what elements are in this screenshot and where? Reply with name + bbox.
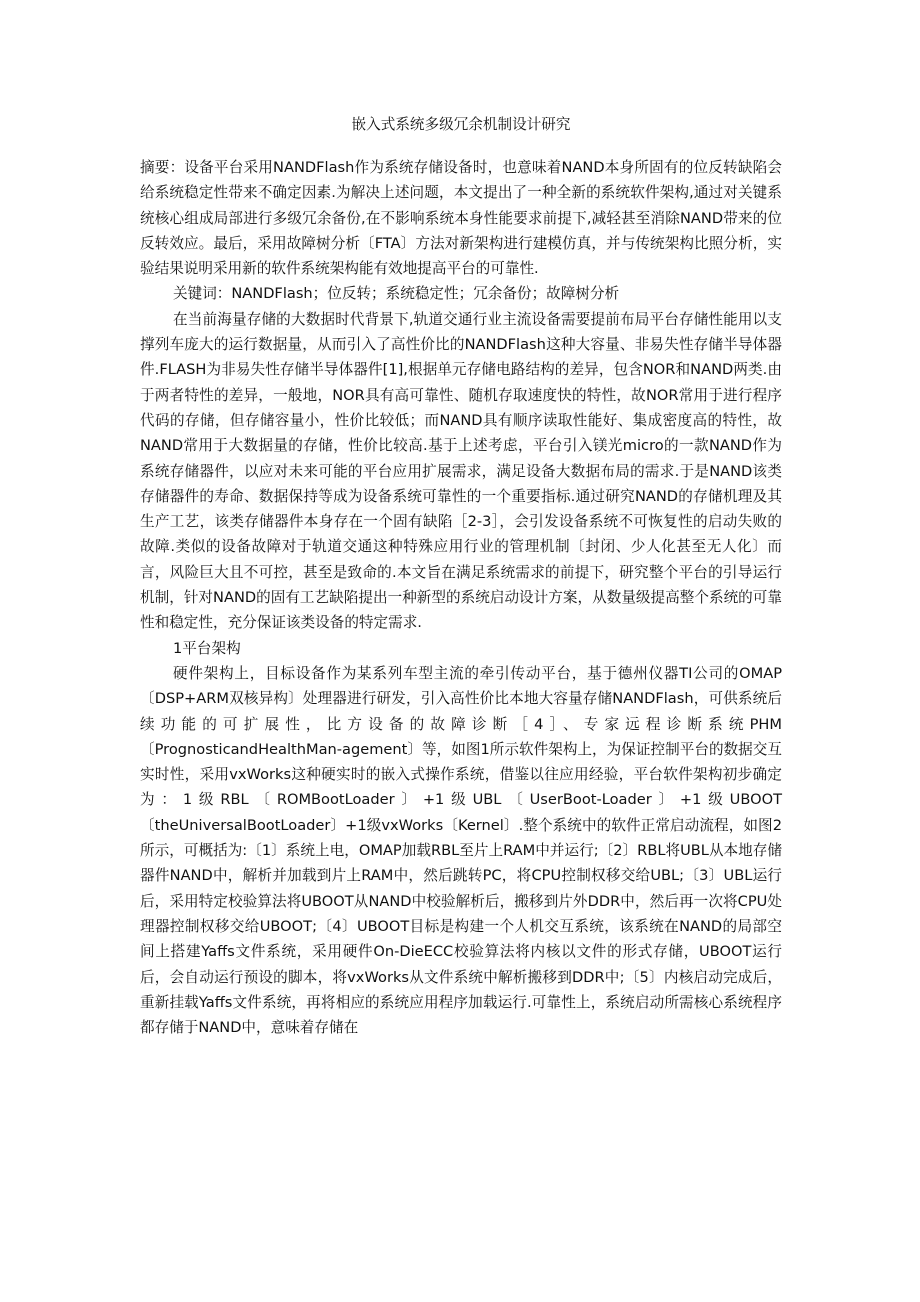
document-title: 嵌入式系统多级冗余机制设计研究 xyxy=(351,116,571,133)
keywords-line: 关键词：NANDFlash；位反转；系统稳定性；冗余备份；故障树分析 xyxy=(173,285,620,303)
section-heading-platform: 1平台架构 xyxy=(173,639,241,657)
document-page xyxy=(140,112,782,1040)
intro-paragraph: 在当前海量存储的大数据时代背景下,轨道交通行业主流设备需要提前布局平台存储性能用以支撑列车庞大的运行数据量，从而引入了高性价比的NANDFlash这种大容量、非易失性存储半导体器件.FLASH为非易失性存储半导体器件[1],根据单元存储电路结构的差异，包含NOR和NAND两类.由于两者特性的差异，一般地，NOR具有高可靠性、随机存取速度快的特性，故NOR常用于进行程序代码的存储，但存储容量小，性价比较低；而NAND具有顺序读取性能好、集成密度高的特性，故NAND常用于大数据量的存储，性价比较高.基于上述考虑，平台引入镁光micro的一款NAND作为系统存储器件，以应对未来可能的平台应用扩展需求，满足设备大数据布局的需求.于是NAND该类存储器件的寿命、数据保持等成为设备系统可靠性的一个重要指标.通过研究NAND的存储机理及其生产工艺，该类存储器件本身存在一个固有缺陷［2-3］，会引发设备系统不可恢复性的启动失败的故障.类似的设备故障对于轨道交通这种特殊应用行业的管理机制〔封闭、少人化甚至无人化〕而言，风险巨大且不可控，甚至是致命的.本文旨在满足系统需求的前提下，研究整个平台的引导运行机制，针对NAND的固有工艺缺陷提出一种新型的系统启动设计方案，从数量级提高整个系统的可靠性和稳定性，充分保证该类设备的特定需求. xyxy=(140,310,782,632)
section-body-platform: 硬件架构上，目标设备作为某系列车型主流的牵引传动平台，基于德州仪器TI公司的OMAP〔DSP+ARM双核异构〕处理器进行研发，引入高性价比本地大容量存储NANDFlash，可供系统后续功能的可扩展性，比方设备的故障诊断［4］、专家远程诊断系统PHM〔PrognosticandHealthMan-agement〕等，如图1所示软件架构上，为保证控制平台的数据交互实时性，采用vxWorks这种硬实时的嵌入式操作系统，借鉴以往应用经验，平台软件架构初步确定为：1级RBL〔ROMBootLoader〕+1级UBL〔UserBoot-Loader〕+1级UBOOT〔theUniversalBootLoader〕+1级vxWorks〔Kernel〕.整个系统中的软件正常启动流程，如图2所示，可概括为:〔1〕系统上电，OMAP加载RBL至片上RAM中并运行;〔2〕RBL将UBL从本地存储器件NAND中，解析并加载到片上RAM中，然后跳转PC，将CPU控制权移交给UBL;〔3〕UBL运行后，采用特定校验算法将UBOOT从NAND中校验解析后，搬移到片外DDR中，然后再一次将CPU处理器控制权移交给UBOOT;〔4〕UBOOT目标是构建一个人机交互系统，该系统在NAND的局部空间上搭建Yaffs文件系统，采用硬件On-DieECC校验算法将内核以文件的形式存储，UBOOT运行后，会自动运行预设的脚本，将vxWorks从文件系统中解析搬移到DDR中;〔5〕内核启动完成后，重新挂载Yaffs文件系统，再将相应的系统应用程序加载运行.可靠性上，系统启动所需核心系统程序都存储于NAND中，意味着存储在 xyxy=(140,664,782,1037)
abstract-paragraph: 摘要：设备平台采用NANDFlash作为系统存储设备时，也意味着NAND本身所固有的位反转缺陷会给系统稳定性带来不确定因素.为解决上述问题，本文提出了一种全新的系统软件架构,通过对关键系统核心组成局部进行多级冗余备份,在不影响系统本身性能要求前提下,减轻甚至消除NAND带来的位反转效应。最后，采用故障树分析〔FTA〕方法对新架构进行建模仿真，并与传统架构比照分析，实验结果说明采用新的软件系统架构能有效地提高平台的可靠性. xyxy=(140,159,782,278)
